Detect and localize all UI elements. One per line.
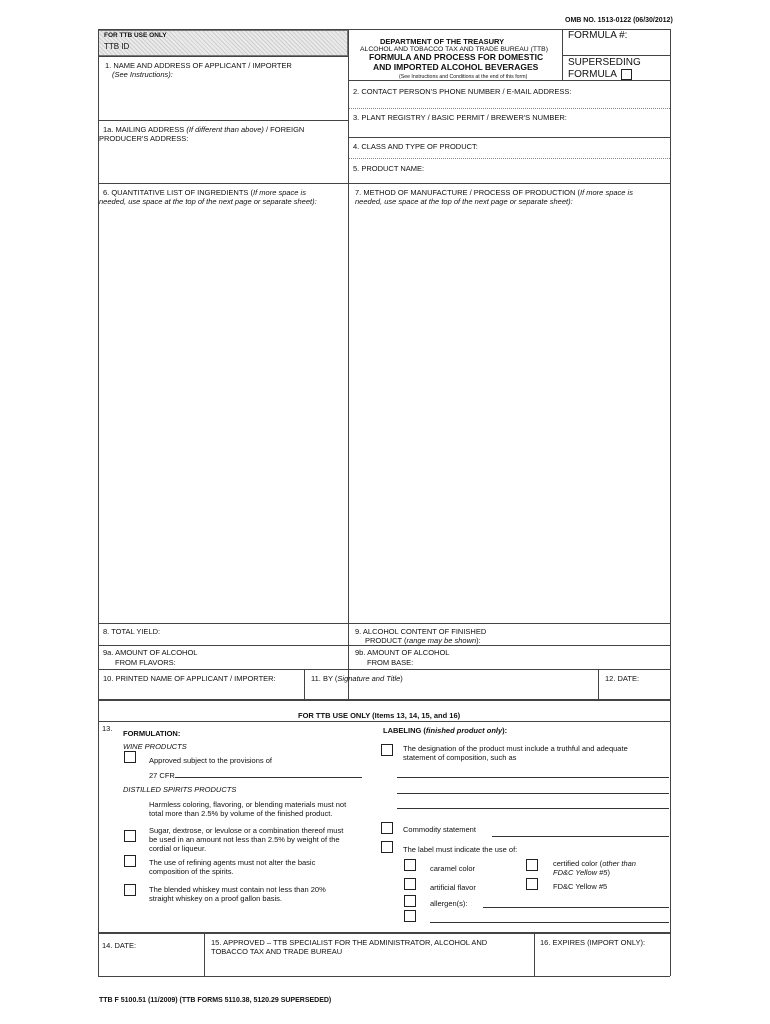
field6-label: 6. QUANTITATIVE LIST OF INGREDIENTS (If more space is — [103, 188, 306, 197]
certified-color-label: certified color (other than — [553, 859, 636, 868]
wine-products-heading: WINE PRODUCTS — [123, 742, 187, 751]
frame-bottom — [98, 976, 670, 977]
ttb-heading-bottom — [98, 721, 670, 722]
labeling-heading: LABELING (finished product only): — [383, 726, 508, 735]
field7-label-line2: needed, use space at the top of the next page or separate sheet): — [355, 197, 573, 206]
ttb-id-label: TTB ID — [104, 42, 130, 51]
field1a-label: 1a. MAILING ADDRESS (If different than above) / FOREIGN — [103, 125, 305, 134]
omb-number: OMB NO. 1513-0122 (06/30/2012) — [565, 17, 673, 24]
field6-7-top — [98, 183, 670, 184]
certified-color-checkbox[interactable] — [526, 859, 538, 871]
form-footer: TTB F 5100.51 (11/2009) (TTB FORMS 5110.38, 5120.29 SUPERSEDED) — [99, 997, 332, 1004]
bureau-title: ALCOHOL AND TOBACCO TAX AND TRADE BUREAU (TTB) — [360, 46, 548, 53]
ttb-id-bottom — [98, 56, 348, 57]
blended-text-line1: The blended whiskey must contain not less than 20% — [149, 885, 326, 894]
blended-checkbox[interactable] — [124, 884, 136, 896]
field11-12-divider — [598, 669, 599, 699]
field3-label: 3. PLANT REGISTRY / BASIC PERMIT / BREWER'S NUMBER: — [353, 113, 567, 122]
refining-text-line2: composition of the spirits. — [149, 867, 234, 876]
commodity-checkbox[interactable] — [381, 822, 393, 834]
designation-checkbox[interactable] — [381, 744, 393, 756]
caramel-label: caramel color — [430, 864, 476, 873]
cfr-input[interactable] — [176, 767, 361, 777]
field6-ingredients-input[interactable] — [100, 210, 350, 624]
caramel-checkbox[interactable] — [404, 859, 416, 871]
field9b-label-line2: FROM BASE: — [367, 658, 414, 667]
field1-note: (See Instructions): — [112, 70, 173, 79]
field4-label: 4. CLASS AND TYPE OF PRODUCT: — [353, 142, 478, 151]
form-title-line2: AND IMPORTED ALCOHOL BEVERAGES — [373, 62, 539, 72]
field5-label: 5. PRODUCT NAME: — [353, 164, 425, 173]
ttb-section-top — [98, 699, 670, 701]
field12-date-input[interactable] — [600, 684, 668, 698]
field3-input[interactable] — [350, 122, 668, 136]
field16-expires-input[interactable] — [536, 950, 668, 974]
field1-label: 1. NAME AND ADDRESS OF APPLICANT / IMPORTER — [105, 61, 292, 70]
field8-input[interactable] — [160, 626, 345, 644]
sugar-text-line1: Sugar, dextrose, or levulose or a combination thereof must — [149, 826, 344, 835]
item13-number: 13. — [102, 724, 113, 733]
superseding-formula-label: FORMULA — [568, 69, 617, 80]
field9a-input[interactable] — [185, 656, 345, 668]
ttb-use-only-label: FOR TTB USE ONLY — [104, 32, 167, 39]
field6-label-line2: needed, use space at the top of the next page or separate sheet): — [99, 197, 317, 206]
form-instructions-note: (See Instructions and Conditions at the end of this form) — [399, 74, 528, 80]
fdc-yellow-checkbox[interactable] — [526, 878, 538, 890]
field10-top — [98, 669, 670, 670]
field15-approval-input[interactable] — [206, 958, 532, 974]
field4-top — [348, 137, 670, 138]
field15-label-line1: 15. APPROVED – TTB SPECIALIST FOR THE ADMINISTRATOR, ALCOHOL AND — [211, 938, 488, 947]
field7-label: 7. METHOD OF MANUFACTURE / PROCESS OF PRODUCTION (If more space is — [355, 188, 633, 197]
field11-label: 11. BY (Signature and Title) — [311, 674, 403, 683]
cfr-underline — [175, 777, 362, 778]
field9a-label-line2: FROM FLAVORS: — [115, 658, 176, 667]
sugar-text-line2: be used in an amount not less than 2.5% by weight of the — [149, 835, 340, 844]
field16-label: 16. EXPIRES (IMPORT ONLY): — [540, 938, 646, 947]
field9-label-line2: PRODUCT (range may be shown): — [365, 636, 481, 645]
allergen-label: allergen(s): — [430, 899, 468, 908]
certified-color-label-line2: FD&C Yellow #5) — [553, 868, 610, 877]
field12-label: 12. DATE: — [605, 674, 640, 683]
refining-text-line1: The use of refining agents must not alter the basic — [149, 858, 316, 867]
field5-top — [349, 158, 670, 159]
field1-input-area[interactable] — [100, 80, 346, 120]
field15-label-line2: TOBACCO TAX AND TRADE BUREAU — [211, 947, 343, 956]
allergen-extra-checkbox[interactable] — [404, 910, 416, 922]
field8-label: 8. TOTAL YIELD: — [103, 627, 161, 636]
form-title-line1: FORMULA AND PROCESS FOR DOMESTIC — [369, 52, 544, 62]
sugar-text-line3: cordial or liqueur. — [149, 844, 207, 853]
field2-label: 2. CONTACT PERSON'S PHONE NUMBER / E-MAIL ADDRESS: — [353, 87, 572, 96]
field10-input[interactable] — [100, 684, 302, 698]
field8-top — [98, 623, 670, 624]
formula-box-bottom — [562, 55, 670, 56]
frame-left — [98, 29, 99, 939]
allergen-line-2 — [430, 922, 669, 923]
sugar-checkbox[interactable] — [124, 830, 136, 842]
dept-title: DEPARTMENT OF THE TREASURY — [380, 37, 505, 46]
field10-label: 10. PRINTED NAME OF APPLICANT / IMPORTER: — [103, 674, 276, 683]
distilled-spirits-heading: DISTILLED SPIRITS PRODUCTS — [123, 785, 237, 794]
commodity-label: Commodity statement — [403, 825, 476, 834]
field1a-label-line2: PRODUCER'S ADDRESS: — [99, 134, 189, 143]
superseding-label: SUPERSEDING — [568, 57, 641, 68]
harmless-text-line2: total more than 2.5% by volume of the finished product. — [149, 809, 333, 818]
designation-line-3 — [397, 808, 669, 809]
field9b-input[interactable] — [425, 656, 668, 668]
harmless-text-line1: Harmless coloring, flavoring, or blending materials must not — [149, 800, 347, 809]
formula-number-label: FORMULA #: — [568, 30, 628, 41]
fdc-yellow-label: FD&C Yellow #5 — [553, 882, 608, 891]
refining-checkbox[interactable] — [124, 855, 136, 867]
ttb-section-heading: FOR TTB USE ONLY (Items 13, 14, 15, and 16) — [298, 711, 461, 720]
field5-input[interactable] — [350, 173, 668, 182]
formulation-heading: FORMULATION: — [123, 729, 181, 738]
field9-label: 9. ALCOHOL CONTENT OF FINISHED — [355, 627, 487, 636]
field14-label: 14. DATE: — [102, 941, 137, 950]
designation-text-line1: The designation of the product must include a truthful and adequate — [403, 744, 628, 753]
commodity-underline — [492, 836, 669, 837]
field14-date-input[interactable] — [100, 952, 202, 974]
wine-approved-label: Approved subject to the provisions of — [149, 756, 272, 765]
field10-11-divider — [304, 669, 305, 699]
field9-input[interactable] — [500, 626, 668, 644]
field2-dotline — [349, 108, 670, 109]
frame-left-bottom — [98, 932, 99, 976]
designation-input[interactable] — [398, 764, 668, 808]
artificial-flavor-checkbox[interactable] — [404, 878, 416, 890]
field2-input[interactable] — [350, 96, 668, 108]
allergen-underline — [483, 907, 669, 908]
allergen-checkbox[interactable] — [404, 895, 416, 907]
blended-text-line2: straight whiskey on a proof gallon basis. — [149, 894, 282, 903]
wine-approved-checkbox[interactable] — [124, 751, 136, 763]
commodity-input[interactable] — [493, 824, 669, 836]
field7-method-input[interactable] — [351, 210, 671, 624]
field14-15-divider — [204, 932, 205, 976]
artificial-flavor-label: artificial flavor — [430, 883, 476, 892]
field11-signature-input[interactable] — [306, 684, 596, 698]
field2-top — [348, 80, 670, 81]
field14-top — [98, 932, 670, 934]
frame-right-bottom — [670, 932, 671, 976]
field15-16-divider — [534, 932, 535, 976]
cfr-label: 27 CFR — [149, 771, 175, 780]
field9a-top — [98, 645, 670, 646]
label-indicate-checkbox[interactable] — [381, 841, 393, 853]
designation-text-line2: statement of composition, such as — [403, 753, 517, 762]
field9b-label: 9b. AMOUNT OF ALCOHOL — [355, 648, 450, 657]
field9a-label: 9a. AMOUNT OF ALCOHOL — [103, 648, 198, 657]
field1a-input-area[interactable] — [100, 144, 346, 182]
allergen-input[interactable] — [484, 896, 669, 907]
label-indicate-text: The label must indicate the use of: — [403, 845, 518, 854]
superseding-formula-checkbox[interactable] — [621, 69, 632, 80]
field1a-top — [98, 120, 348, 121]
field4-input[interactable] — [350, 151, 668, 157]
